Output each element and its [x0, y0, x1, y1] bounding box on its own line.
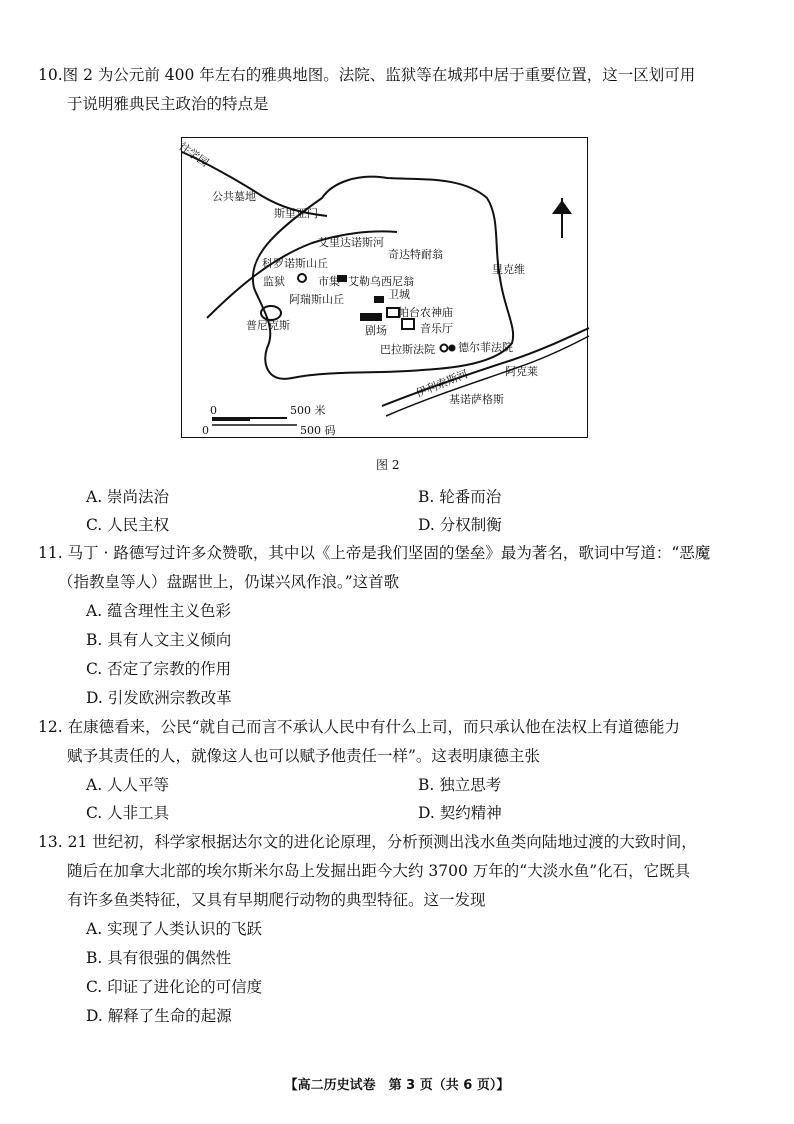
q11-option-a[interactable]: A. 蕴含理性主义色彩 — [86, 602, 232, 620]
q11-stem-line1: 11. 马丁 · 路德写过许多众赞歌，其中以《上帝是我们坚固的堡垒》最为著名，歌词中写道：“恶魔 — [38, 544, 711, 562]
label-eridanos: 艾里达诺斯河 — [318, 236, 384, 249]
odeon-mark — [402, 319, 414, 329]
label-zero-yd: 0 — [202, 424, 209, 437]
label-eleusinion: 艾勒乌西尼翁 — [348, 275, 414, 288]
label-scale-m: 500 米 — [290, 404, 326, 417]
q11-stem-line2: （指教皇等人）盘踞世上，仍谋兴风作浪。”这首歌 — [58, 573, 400, 591]
label-areopagus: 阿瑞斯山丘 — [289, 293, 344, 306]
q12-option-a[interactable]: A. 人人平等 — [86, 776, 170, 794]
label-odeon: 音乐厅 — [420, 322, 453, 335]
q10-option-b[interactable]: B. 轮番而治 — [418, 488, 502, 506]
label-delphinion: 德尔菲法院 — [458, 341, 513, 354]
label-palladion: 巴拉斯法院 — [380, 343, 435, 356]
label-zero-m: 0 — [210, 404, 217, 417]
q13-stem-line1: 13. 21 世纪初，科学家根据达尔文的进化论原理，分析预测出浅水鱼类向陆地过渡的大致时间， — [38, 833, 697, 851]
label-acropolis: 卫城 — [388, 288, 410, 301]
q13-option-a[interactable]: A. 实现了人类认识的飞跃 — [86, 920, 263, 938]
page-footer: 【高二历史试卷 第 3 页（共 6 页）】 — [284, 1078, 510, 1093]
q13-option-c[interactable]: C. 印证了进化论的可信度 — [86, 978, 263, 996]
label-theatre: 剧场 — [365, 324, 387, 337]
q12-option-d[interactable]: D. 契约精神 — [418, 804, 502, 822]
q12-stem-line1: 12. 在康德看来，公民“就自己而言不承认人民中有什么上司，而只承认他在法权上有道德能力 — [38, 718, 681, 736]
delphinion-mark — [449, 345, 456, 352]
label-parthenon: 帕台农神庙 — [398, 306, 453, 319]
q13-stem-line3: 有许多鱼类特征，又具有早期爬行动物的典型特征。这一发现 — [67, 891, 486, 909]
athens-map — [176, 137, 588, 438]
q11-option-c[interactable]: C. 否定了宗教的作用 — [86, 660, 232, 678]
label-prison: 监狱 — [263, 275, 285, 288]
label-kolonos: 科罗诺斯山丘 — [262, 257, 328, 270]
q10-option-c[interactable]: C. 人民主权 — [86, 516, 170, 534]
label-kynosarges: 基诺萨格斯 — [449, 393, 504, 406]
q10-stem-line1: 10.图 2 为公元前 400 年左右的雅典地图。法院、监狱等在城邦中居于重要位置，这一区划可用 — [38, 66, 696, 84]
q10-option-d[interactable]: D. 分权制衡 — [418, 516, 502, 534]
prison-mark — [298, 274, 306, 282]
palladion-mark — [441, 345, 448, 352]
label-pnyx: 普尼克斯 — [246, 319, 290, 332]
q13-stem-line2: 随后在加拿大北部的埃尔斯米尔岛上发掘出距今大约 3700 万年的“大淡水鱼”化石，它既具 — [67, 862, 691, 880]
label-cemetery: 公共墓地 — [212, 190, 256, 203]
pnyx-mark — [261, 306, 281, 320]
q13-option-d[interactable]: D. 解释了生命的起源 — [86, 1007, 232, 1025]
q10-option-a[interactable]: A. 崇尚法治 — [86, 488, 170, 506]
q10-stem-line2: 于说明雅典民主政治的特点是 — [67, 95, 269, 113]
q12-option-b[interactable]: B. 独立思考 — [418, 776, 502, 794]
q13-option-b[interactable]: B. 具有很强的偶然性 — [86, 949, 232, 967]
label-market: 市集 — [318, 275, 340, 288]
q12-option-c[interactable]: C. 人非工具 — [86, 804, 170, 822]
label-stoa: 奇达特耐翁 — [388, 248, 443, 261]
theatre-mark — [360, 313, 382, 321]
scale-bar-m-fill — [212, 418, 250, 421]
north-arrow-head — [552, 200, 572, 214]
label-ilissos: 伊利索斯河 — [414, 367, 470, 401]
label-agrai: 阿克莱 — [505, 365, 538, 378]
label-dipylon: 斯里亚门 — [274, 207, 318, 220]
figure-caption: 图 2 — [376, 458, 400, 472]
q11-option-b[interactable]: B. 具有人文主义倾向 — [86, 631, 232, 649]
acropolis-mark — [374, 296, 384, 303]
label-academy: 往学园 — [176, 140, 212, 170]
q12-stem-line2: 赋予其责任的人，就像这人也可以赋予他责任一样”。这表明康德主张 — [67, 747, 540, 765]
label-scale-yd: 500 码 — [300, 424, 336, 437]
q11-option-d[interactable]: D. 引发欧洲宗教改革 — [86, 689, 232, 707]
label-lykeion: 里克维 — [492, 263, 525, 276]
